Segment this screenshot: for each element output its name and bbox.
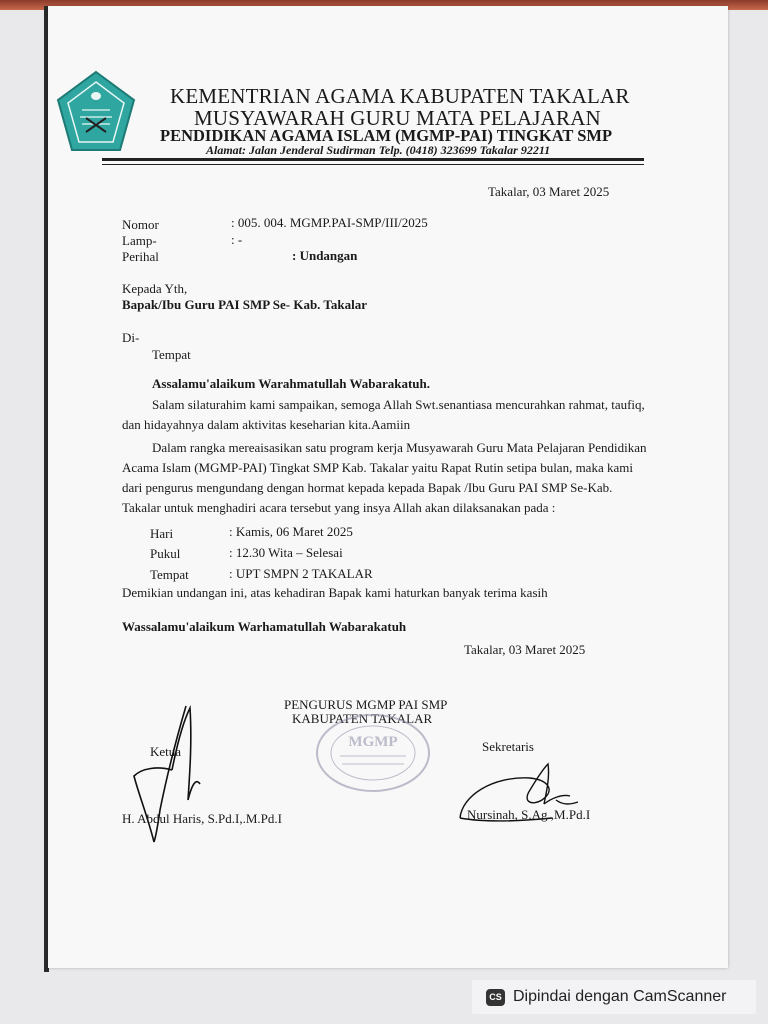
hari-value: : Kamis, 06 Maret 2025: [229, 524, 353, 539]
paragraph-2-line-3: dari pengurus mengundang dengan hormat kepada kepada Bapak /Ibu Guru PAI SMP Se-Kab.: [122, 480, 613, 495]
tempat-value: : UPT SMPN 2 TAKALAR: [229, 566, 373, 581]
sekretaris-name: Nursinah, S.Ag.,M.Pd.I: [467, 807, 591, 822]
letterhead-address: Alamat: Jalan Jenderal Sudirman Telp. (0418) 323699 Takalar 92211: [206, 143, 551, 157]
lamp-value: : -: [231, 232, 243, 247]
stamp-text: MGMP: [348, 734, 398, 750]
lamp-label: Lamp-: [122, 233, 157, 248]
ketua-name: H. Abdul Haris, S.Pd.I,.M.Pd.I: [122, 811, 282, 826]
closing-line: Demikian undangan ini, atas kehadiran Bapak kami haturkan banyak terima kasih: [122, 585, 548, 600]
letterhead-rule-thick: [102, 158, 644, 161]
recipient-line-2: Bapak/Ibu Guru PAI SMP Se- Kab. Takalar: [122, 297, 368, 312]
letterhead-line-2: MUSYAWARAH GURU MATA PELAJARAN: [194, 106, 601, 130]
letter-date-bottom: Takalar, 03 Maret 2025: [464, 642, 586, 657]
paragraph-2-line-2: Acama Islam (MGMP-PAI) Tingkat SMP Kab. Takalar yaitu Rapat Rutin setipa bulan, maka kami: [122, 460, 633, 475]
organization-stamp-icon: [312, 712, 434, 794]
signature-org-line-2: KABUPATEN TAKALAR: [292, 711, 433, 726]
pukul-value: : 12.30 Wita – Selesai: [229, 545, 343, 560]
perihal-value: : Undangan: [292, 248, 358, 263]
recipient-line-3: Di-: [122, 330, 140, 345]
tempat-label: Tempat: [150, 567, 189, 582]
paragraph-1-line-1: Salam silaturahim kami sampaikan, semoga Allah Swt.senantiasa mencurahkan rahmat, taufiq,: [152, 397, 645, 412]
letterhead-rule-thin: [102, 164, 644, 165]
closing-salam: Wassalamu'alaikum Warhamatullah Wabarakatuh: [122, 619, 407, 634]
nomor-label: Nomor: [122, 217, 159, 232]
recipient-line-4: Tempat: [152, 347, 191, 362]
pukul-label: Pukul: [150, 546, 181, 561]
camscanner-text: Dipindai dengan CamScanner: [513, 988, 727, 1005]
letterhead-line-3: PENDIDIKAN AGAMA ISLAM (MGMP-PAI) TINGKAT SMP: [160, 126, 613, 145]
paragraph-2-line-4: Takalar untuk menghadiri acara tersebut yang insya Allah akan dilaksanakan pada :: [122, 500, 556, 515]
paragraph-1-line-2: dan hidayahnya dalam aktivitas keseharian kita.Aamiin: [122, 417, 411, 432]
letterhead-line-1: KEMENTRIAN AGAMA KABUPATEN TAKALAR: [170, 84, 630, 108]
paragraph-2-line-1: Dalam rangka mereaisasikan satu program kerja Musyawarah Guru Mata Pelajaran Pendidikan: [152, 440, 647, 455]
signature-org-line-1: PENGURUS MGMP PAI SMP: [284, 697, 448, 712]
recipient-line-1: Kepada Yth,: [122, 281, 188, 296]
nomor-value: : 005. 004. MGMP.PAI-SMP/III/2025: [231, 215, 428, 230]
hari-label: Hari: [150, 526, 174, 541]
ketua-role: Ketua: [150, 744, 182, 759]
camscanner-logo-icon: CS: [486, 989, 505, 1006]
letter-date-top: Takalar, 03 Maret 2025: [488, 184, 610, 199]
greeting: Assalamu'alaikum Warahmatullah Wabarakatuh.: [152, 376, 431, 391]
kemenag-logo-icon: [56, 70, 136, 154]
perihal-label: Perihal: [122, 249, 159, 264]
sekretaris-role: Sekretaris: [482, 739, 534, 754]
camscanner-watermark: [472, 980, 756, 1014]
